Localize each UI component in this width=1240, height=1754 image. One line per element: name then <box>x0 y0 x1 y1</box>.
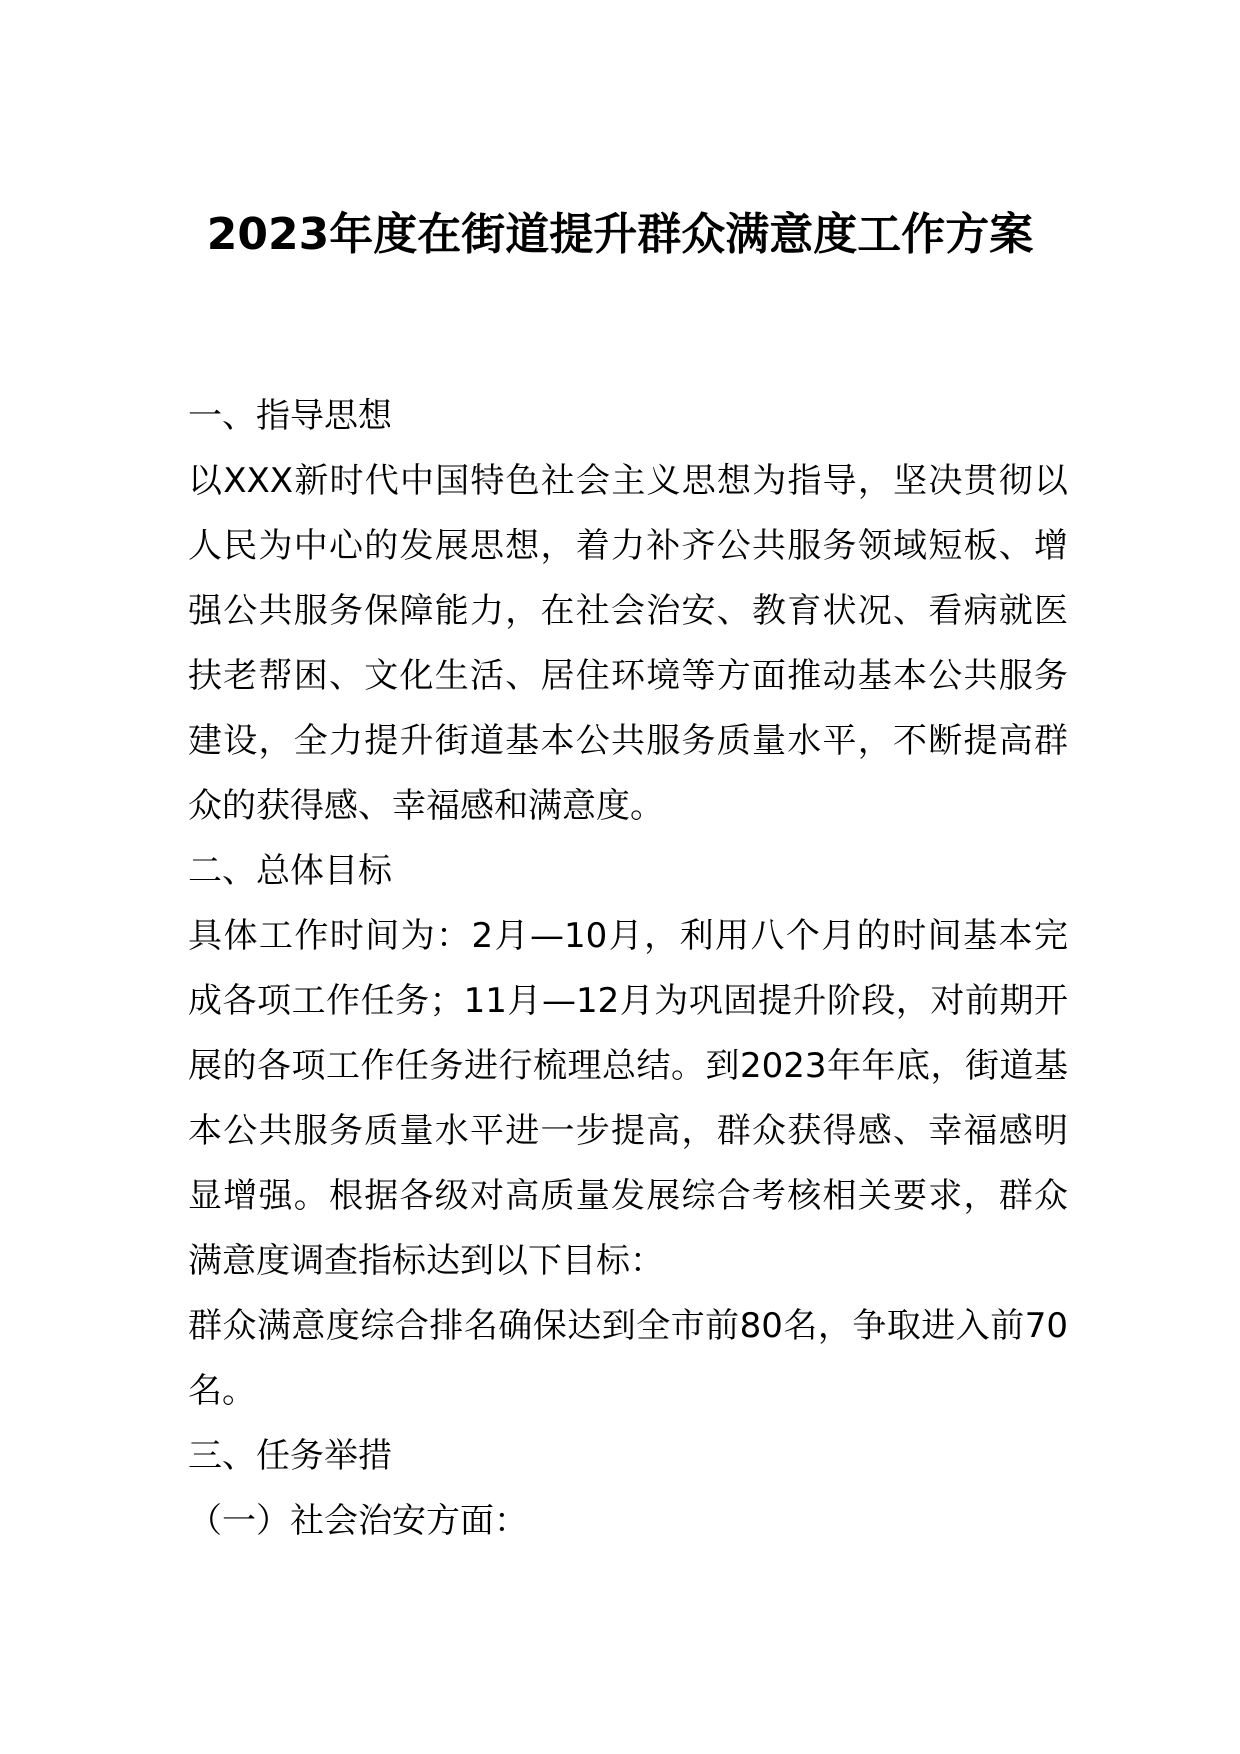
text-line: 展的各项工作任务进行梳理总结。到2023年年底，街道基 <box>188 1046 1068 1086</box>
text-line: 扶老帮困、文化生活、居住环境等方面推动基本公共服务 <box>188 656 1068 696</box>
text-line: 满意度调查指标达到以下目标： <box>188 1241 664 1281</box>
text-line: 显增强。根据各级对高质量发展综合考核相关要求，群众 <box>188 1176 1068 1216</box>
text-line: 人民为中心的发展思想，着力补齐公共服务领域短板、增 <box>188 526 1068 566</box>
text-line: 三、任务举措 <box>188 1436 392 1476</box>
text-line: 具体工作时间为：2月—10月，利用八个月的时间基本完 <box>188 916 1068 956</box>
text-line: 众的获得感、幸福感和满意度。 <box>188 786 664 826</box>
document-body <box>188 384 1068 1554</box>
text-line: 名。 <box>188 1371 256 1411</box>
document-title: 2023年度在街道提升群众满意度工作方案 <box>206 209 1034 260</box>
text-line: 一、指导思想 <box>188 396 392 436</box>
text-line: （一）社会治安方面： <box>188 1501 528 1541</box>
text-line: 本公共服务质量水平进一步提高，群众获得感、幸福感明 <box>188 1111 1068 1151</box>
text-line: 建设，全力提升街道基本公共服务质量水平，不断提高群 <box>188 721 1068 761</box>
text-line: 以XXX新时代中国特色社会主义思想为指导，坚决贯彻以 <box>188 461 1068 501</box>
text-line: 二、总体目标 <box>188 851 392 891</box>
text-line: 强公共服务保障能力，在社会治安、教育状况、看病就医 <box>188 591 1068 631</box>
text-line: 群众满意度综合排名确保达到全市前80名，争取进入前70 <box>188 1306 1068 1346</box>
text-line: 成各项工作任务；11月—12月为巩固提升阶段，对前期开 <box>188 981 1068 1021</box>
